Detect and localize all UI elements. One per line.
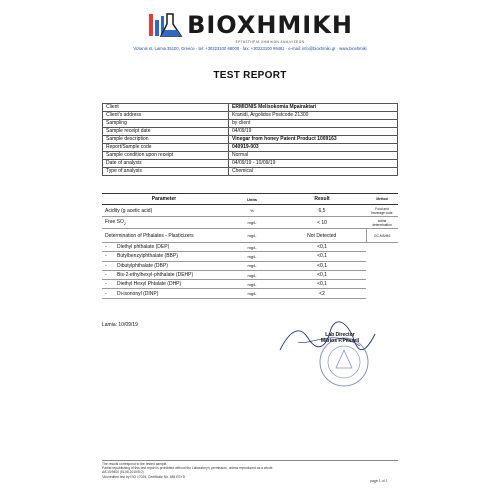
phthalates-parameter: Determination of Pthalates - Plasticizers <box>102 229 226 243</box>
info-row <box>103 112 398 120</box>
place-date: Lamia: 10/09/19 <box>102 322 138 328</box>
info-value: Chemical <box>229 168 398 176</box>
table-row <box>102 252 398 261</box>
dash-marker: - <box>105 244 107 251</box>
page-number: page 1 of 1 <box>370 479 388 483</box>
info-label: Sample condition upon receipt <box>103 152 229 160</box>
acidity-result: 6,5 <box>278 205 366 217</box>
signer-name: Marios P.Pitsaril <box>320 338 360 344</box>
sub-parameter <box>102 280 226 289</box>
acidity-parameter: Acidity (g acetic acid) <box>102 205 226 217</box>
so2-method: iodine determination <box>366 217 398 229</box>
acidity-method: Food and beverage code <box>366 205 398 217</box>
sub-unit: mg/L <box>226 243 278 252</box>
info-row <box>103 168 398 176</box>
sub-parameter <box>102 243 226 252</box>
header-parameter: Parameter <box>102 194 226 205</box>
table-row <box>102 280 398 289</box>
lab-flask-icon <box>147 10 187 40</box>
info-value: by client <box>229 120 398 128</box>
sub-result: <0,1 <box>278 243 366 252</box>
sub-unit: mg/L <box>226 280 278 289</box>
footer-line: AA 10/9400 (EL08.2015/5.0) <box>102 470 144 475</box>
so2-parameter <box>102 217 226 229</box>
info-row <box>103 144 398 152</box>
sub-unit: mg/L <box>226 261 278 270</box>
info-label: Sampling <box>103 120 229 128</box>
sub-unit: mg/L <box>226 252 278 261</box>
footer-divider <box>102 460 398 461</box>
method-group: GC-MS/MS <box>366 229 398 243</box>
sample-info-table <box>102 103 398 176</box>
sub-result: <0,1 <box>278 280 366 289</box>
info-value: ERMIONIS Melisokomia Mpairaktari <box>229 104 398 112</box>
table-row <box>102 289 398 298</box>
info-value: Normal <box>229 152 398 160</box>
footer-line: The results correspond to the tested sample. <box>102 462 168 466</box>
header-result: Result <box>278 194 366 205</box>
header-method: Method <box>366 194 398 205</box>
info-value: 04/09/19 - 10/09/19 <box>229 160 398 168</box>
sub-parameter-name: Di-isononyl (DINP) <box>117 290 159 297</box>
info-value: 040919-003 <box>229 144 398 152</box>
phthalates-result: Not Detected <box>278 229 366 243</box>
sub-result: <2 <box>278 289 366 298</box>
info-value: 04/09/19 <box>229 128 398 136</box>
info-value: Vinegar from honey Patent Product 1009163 <box>229 136 398 144</box>
phthalates-unit: mg/L <box>226 229 278 243</box>
address-line: Vizianis st. Lamia 35100, Greece · tel: +30223100 68000 · fax: +30223100 99461 · e-mail: info@bioxhmiki.gr · www.bioxhmiki <box>133 46 367 51</box>
results-table <box>102 193 398 299</box>
footer-notes <box>102 462 398 479</box>
info-row <box>103 128 398 136</box>
sub-parameter-name: Bis-2-ethylhexyl-phthalate (DEHP) <box>117 272 194 279</box>
dash-marker: - <box>105 272 107 279</box>
info-label: Report/Sample code <box>103 144 229 152</box>
info-label: Client's address <box>103 112 229 120</box>
signer-role: Lab Director <box>325 332 355 338</box>
info-row <box>103 120 398 128</box>
info-label: Date of analysis <box>103 160 229 168</box>
info-row <box>103 104 398 112</box>
logo-subtitle: ΕΡΓΑΣΤΗΡΙΑ ΧΗΜΙΚΩΝ ΑΝΑΛΥΣΕΩΝ <box>235 40 305 44</box>
so2-result: < 10 <box>278 217 366 229</box>
dash-marker: - <box>105 262 107 269</box>
footer-line: Partial republishing of this test report is prohibited without the Laboratory's permission, unless reproduced as a whole. <box>102 466 274 471</box>
table-row <box>102 217 398 229</box>
dash-marker: - <box>105 290 107 297</box>
info-row <box>103 136 398 144</box>
dash-marker: - <box>105 281 107 288</box>
info-label: Client <box>103 104 229 112</box>
table-row <box>102 229 398 243</box>
results-header-row <box>102 194 398 205</box>
sub-parameter-name: Diethyl phthalate (DEP) <box>117 244 170 251</box>
sub-unit: mg/L <box>226 289 278 298</box>
sub-unit: mg/L <box>226 270 278 279</box>
info-value: Kranidi, Argolidos Postcode 21300 <box>229 112 398 120</box>
table-row <box>102 205 398 217</box>
table-row <box>102 243 398 252</box>
table-row <box>102 261 398 270</box>
sub-parameter <box>102 261 226 270</box>
info-label: Type of analysis <box>103 168 229 176</box>
sub-parameter-name: Dibutylphthalate (DBP) <box>117 262 168 269</box>
info-label: Sample receipt date <box>103 128 229 136</box>
sub-parameter <box>102 252 226 261</box>
page-title: TEST REPORT <box>213 70 287 81</box>
info-label: Sample description <box>103 136 229 144</box>
info-row <box>103 160 398 168</box>
company-logo <box>0 10 500 42</box>
sub-parameter <box>102 289 226 298</box>
info-row <box>103 152 398 160</box>
sub-parameter <box>102 270 226 279</box>
so2-unit: mg/L <box>226 217 278 229</box>
dash-marker: - <box>105 253 107 260</box>
logo-text: BIOXHMIKH <box>187 11 353 39</box>
footer-line: *Accredited test by ISO 17025, Certificate No. 685 ESYD <box>102 474 186 479</box>
sub-parameter-name: Butylbenzylphthalate (BBP) <box>117 253 178 260</box>
so2-subscript: 2 <box>123 222 126 226</box>
header-units: Units <box>226 194 278 205</box>
table-row <box>102 270 398 279</box>
sub-result: <0,1 <box>278 261 366 270</box>
sub-result: <0,1 <box>278 252 366 261</box>
sub-result: <0,1 <box>278 270 366 279</box>
sub-parameter-name: Diethyl Hexyl Phtalate (DHP) <box>117 281 182 288</box>
signer-block <box>300 332 380 344</box>
so2-label: Free SO <box>105 219 124 225</box>
acidity-unit: % <box>226 205 278 217</box>
